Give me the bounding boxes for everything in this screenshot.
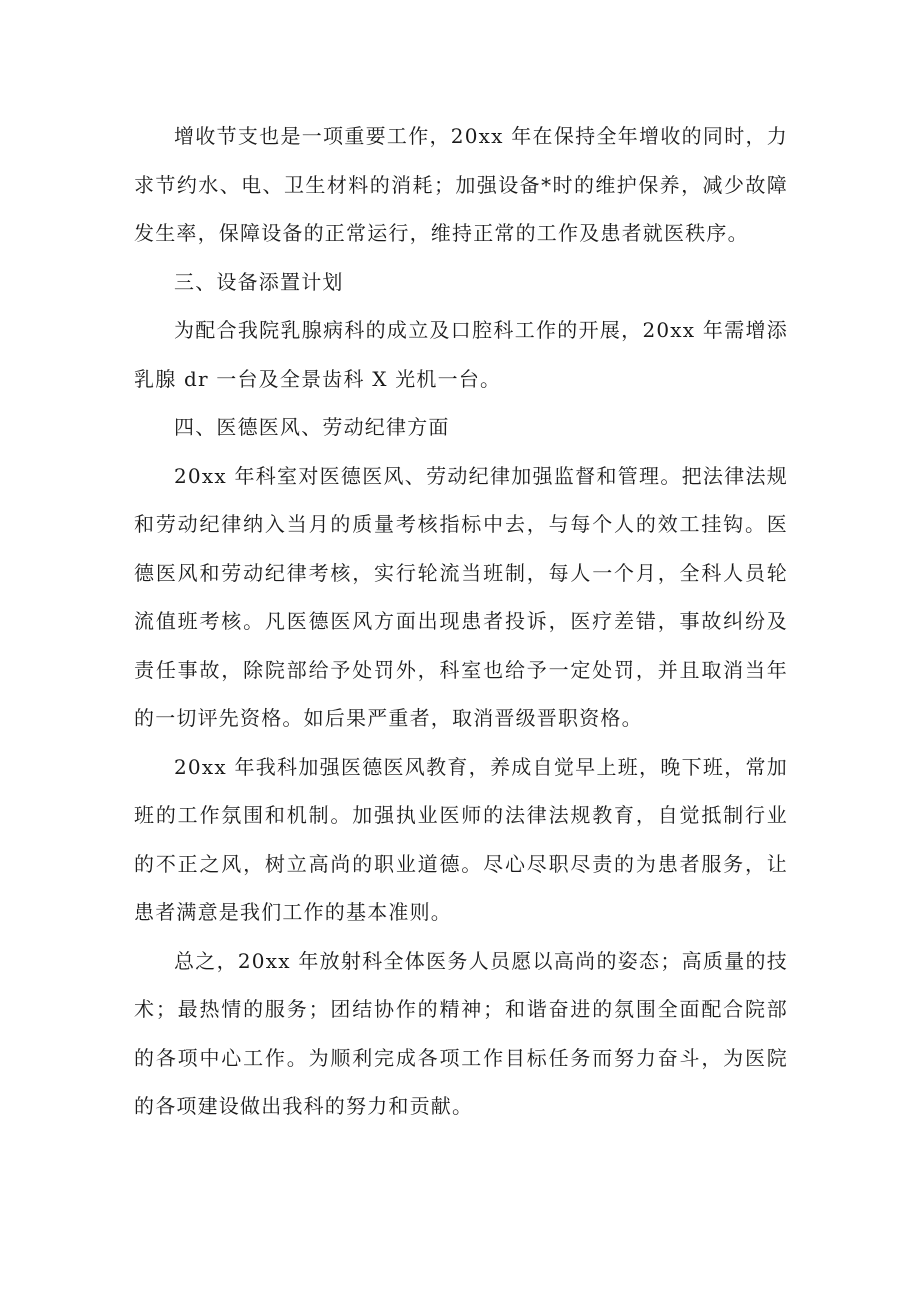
paragraph-conclusion: 总之，20xx 年放射科全体医务人员愿以高尚的姿态；高质量的技术；最热情的服务；团结协作的精神；和谐奋进的氛围全面配合院部的各项中心工作。为顺利完成各项工作目标任务而努力奋斗，为医院的各项建设做出我科的努力和贡献。 [134,948,788,1118]
document-body [134,112,788,1131]
paragraph-cost-saving: 增收节支也是一项重要工作，20xx 年在保持全年增收的同时，力求节约水、电、卫生材料的消耗；加强设备*时的维护保养，减少故障发生率，保障设备的正常运行，维持正常的工作及患者就医秩序。 [134,124,788,245]
paragraph-equipment-plan: 为配合我院乳腺病科的成立及口腔科工作的开展，20xx 年需增添乳腺 dr 一台及全景齿科 X 光机一台。 [134,318,788,391]
paragraph-ethics-supervision: 20xx 年科室对医德医风、劳动纪律加强监督和管理。把法律法规和劳动纪律纳入当月的质量考核指标中去，与每个人的效工挂钩。医德医风和劳动纪律考核，实行轮流当班制，每人一个月，全科人员轮流值班考核。凡医德医风方面出现患者投诉，医疗差错，事故纠纷及责任事故，除院部给予处罚外，科室也给予一定处罚，并且取消当年的一切评先资格。如后果严重者，取消晋级晋职资格。 [134,463,788,730]
section-heading-equipment-plan: 三、设备添置计划 [174,269,344,294]
paragraph-ethics-education: 20xx 年我科加强医德医风教育，养成自觉早上班，晚下班，常加班的工作氛围和机制。加强执业医师的法律法规教育，自觉抵制行业的不正之风，树立高尚的职业道德。尽心尽职尽责的为患者服务，让患者满意是我们工作的基本准则。 [134,754,788,924]
section-heading-ethics-discipline: 四、医德医风、劳动纪律方面 [174,415,450,439]
